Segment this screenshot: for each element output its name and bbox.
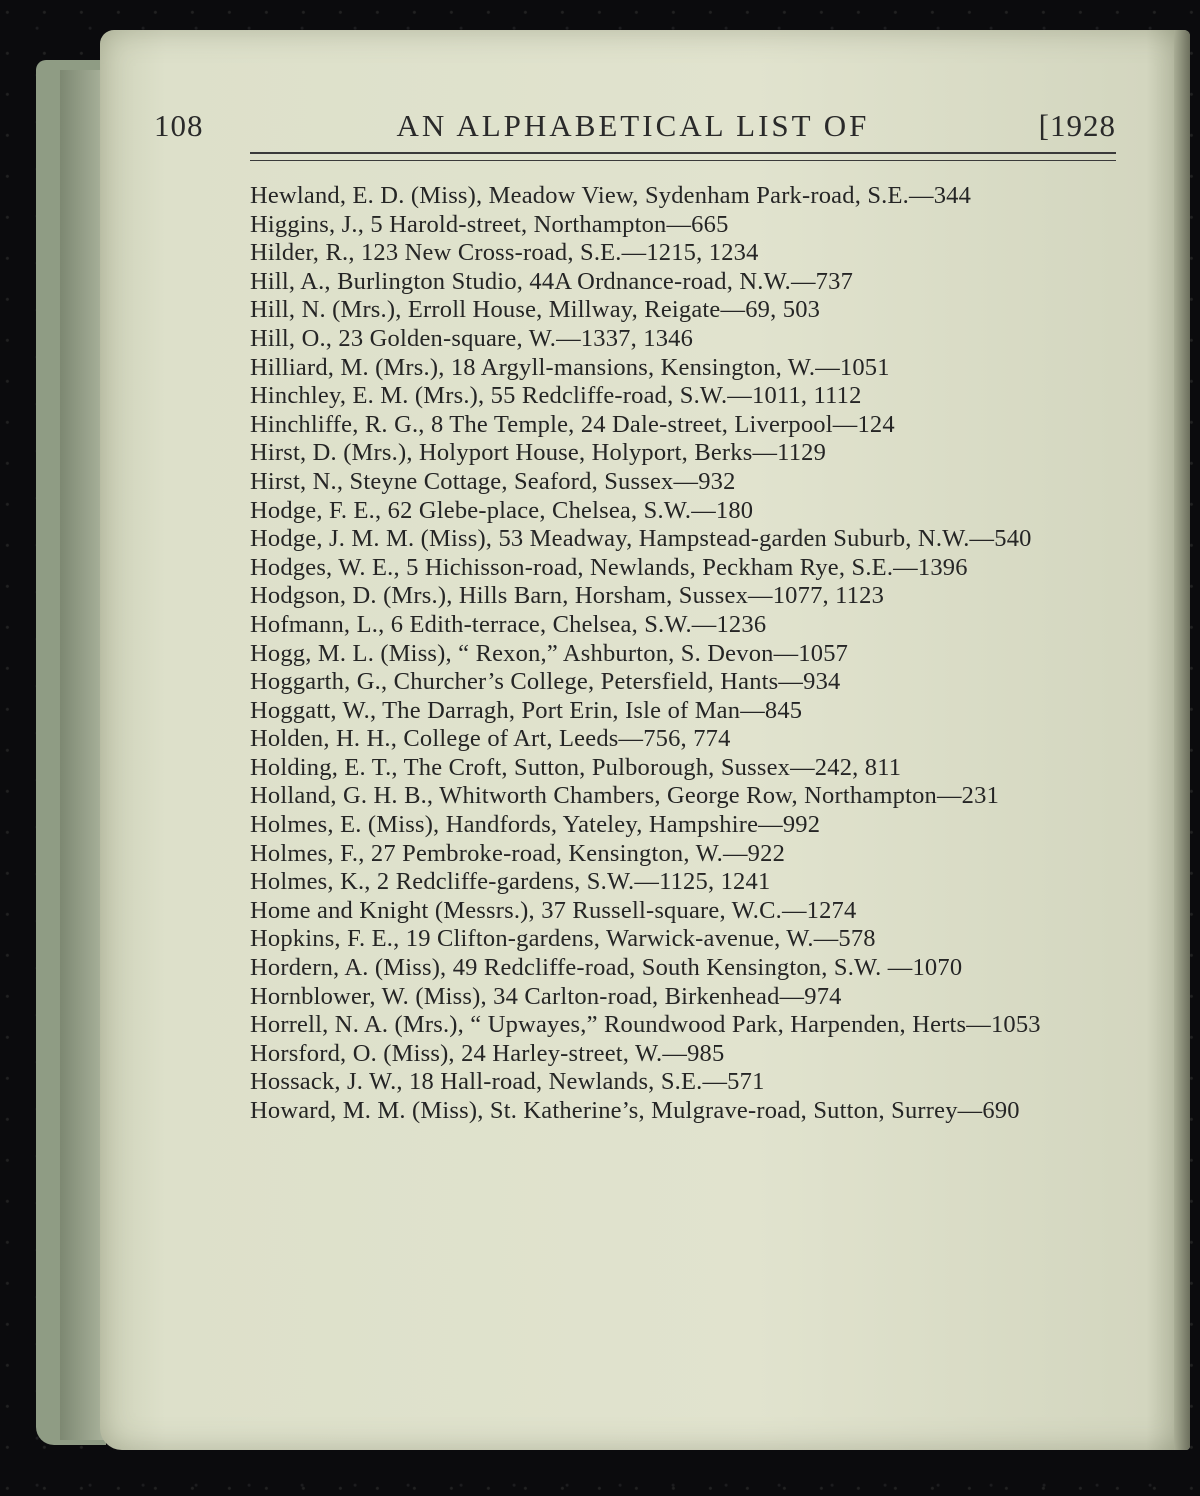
page-number: 108 (154, 108, 204, 143)
list-entry: Hofmann, L., 6 Edith-terrace, Chelsea, S.W.—1236 (250, 610, 767, 638)
list-entry: Hornblower, W. (Miss), 34 Carlton-road, Birkenhead—974 (250, 982, 842, 1010)
list-entry: Horsford, O. (Miss), 24 Harley-street, W.—985 (250, 1039, 725, 1067)
list-entry: Horrell, N. A. (Mrs.), “ Upwayes,” Roundwood Park, Harpenden, Herts—1053 (250, 1011, 1041, 1039)
list-entry: Holmes, F., 27 Pembroke-road, Kensington, W.—922 (250, 839, 786, 867)
list-entry: Holden, H. H., College of Art, Leeds—756, 774 (250, 725, 731, 753)
running-title: AN ALPHABETICAL LIST OF (396, 108, 870, 143)
list-entry: Hoggarth, G., Churcher’s College, Petersfield, Hants—934 (250, 668, 841, 696)
list-entry: Hewland, E. D. (Miss), Meadow View, Sydenham Park-road, S.E.—344 (250, 182, 972, 209)
list-entry: Holmes, K., 2 Redcliffe-gardens, S.W.—1125, 1241 (250, 868, 771, 896)
book-spine (1174, 30, 1190, 1450)
list-entry: Hirst, N., Steyne Cottage, Seaford, Sussex—932 (250, 467, 736, 495)
list-entry: Hirst, D. (Mrs.), Holyport House, Holyport, Berks—1129 (250, 439, 827, 467)
list-entry: Home and Knight (Messrs.), 37 Russell-square, W.C.—1274 (250, 896, 857, 924)
list-entry: Higgins, J., 5 Harold-street, Northampton—665 (250, 210, 729, 238)
running-header (150, 102, 1116, 150)
header-rule (250, 152, 1116, 161)
list-entry: Hodges, W. E., 5 Hichisson-road, Newlands, Peckham Rye, S.E.—1396 (250, 553, 968, 581)
list-entry: Hinchley, E. M. (Mrs.), 55 Redcliffe-road, S.W.—1011, 1112 (250, 382, 862, 410)
list-entry: Hinchliffe, R. G., 8 The Temple, 24 Dale-street, Liverpool—124 (250, 410, 895, 438)
list-entry: Holmes, E. (Miss), Handfords, Yateley, Hampshire—992 (250, 811, 821, 839)
list-entry: Hilliard, M. (Mrs.), 18 Argyll-mansions, Kensington, W.—1051 (250, 353, 890, 381)
list-entry: Hill, O., 23 Golden-square, W.—1337, 1346 (250, 324, 694, 352)
list-entry: Hill, A., Burlington Studio, 44A Ordnance-road, N.W.—737 (250, 267, 854, 295)
list-entry: Hill, N. (Mrs.), Erroll House, Millway, Reigate—69, 503 (250, 296, 821, 324)
list-entry: Hodge, J. M. M. (Miss), 53 Meadway, Hampstead-garden Suburb, N.W.—540 (250, 525, 1032, 553)
list-entry: Hodge, F. E., 62 Glebe-place, Chelsea, S.W.—180 (250, 496, 754, 524)
year-marker: [1928 (1038, 108, 1116, 143)
list-entry: Holding, E. T., The Croft, Sutton, Pulborough, Sussex—242, 811 (250, 753, 902, 781)
list-entry: Hoggatt, W., The Darragh, Port Erin, Isle of Man—845 (250, 696, 803, 724)
list-entry: Hordern, A. (Miss), 49 Redcliffe-road, South Kensington, S.W. —1070 (250, 954, 963, 982)
list-entry: Hossack, J. W., 18 Hall-road, Newlands, S.E.—571 (250, 1068, 765, 1096)
list-entry: Hopkins, F. E., 19 Clifton-gardens, Warwick-avenue, W.—578 (250, 925, 876, 953)
list-entry: Holland, G. H. B., Whitworth Chambers, George Row, Northampton—231 (250, 782, 1000, 810)
list-entry: Hogg, M. L. (Miss), “ Rexon,” Ashburton, S. Devon—1057 (250, 639, 849, 667)
list-entry: Hilder, R., 123 New Cross-road, S.E.—1215, 1234 (250, 239, 759, 267)
list-entry: Howard, M. M. (Miss), St. Katherine’s, Mulgrave-road, Sutton, Surrey—690 (250, 1097, 1020, 1124)
list-entry: Hodgson, D. (Mrs.), Hills Barn, Horsham, Sussex—1077, 1123 (250, 582, 885, 610)
entry-list (250, 182, 1118, 1126)
